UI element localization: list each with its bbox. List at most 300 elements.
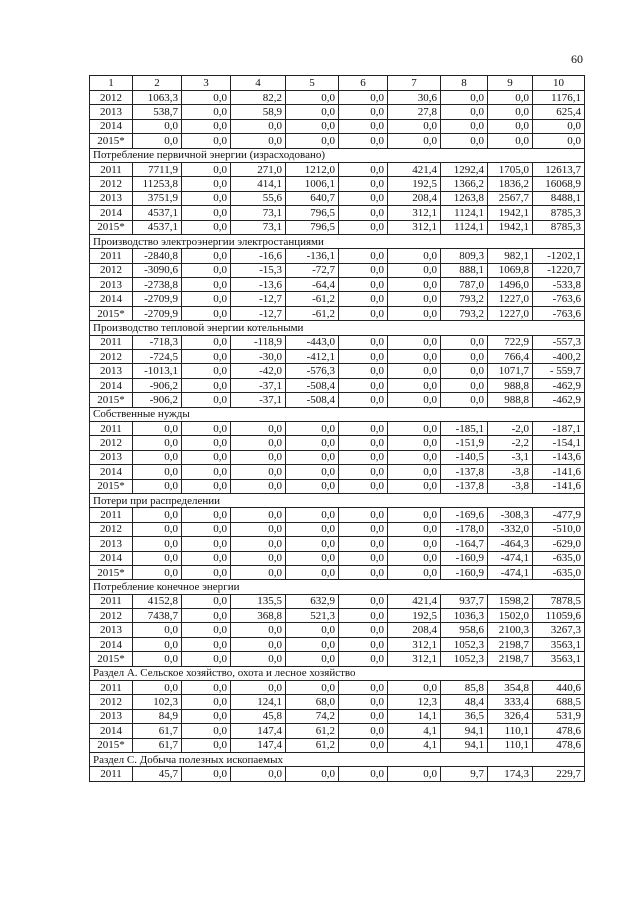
section-title: Потребление первичной энергии (израсходовано) <box>90 148 585 162</box>
value-cell: 0,0 <box>182 105 231 119</box>
value-cell: -137,8 <box>441 465 488 479</box>
value-cell: -3,8 <box>488 465 533 479</box>
value-cell: 27,8 <box>388 105 441 119</box>
value-cell: 0,0 <box>286 637 339 651</box>
value-cell: 0,0 <box>339 278 388 292</box>
value-cell: 1942,1 <box>488 206 533 220</box>
table-row <box>90 378 585 392</box>
table-row <box>90 465 585 479</box>
table-row <box>90 709 585 723</box>
value-cell: 0,0 <box>339 350 388 364</box>
value-cell: 16068,9 <box>533 177 585 191</box>
value-cell: 0,0 <box>133 537 182 551</box>
value-cell: 312,1 <box>388 220 441 234</box>
year-cell: 2013 <box>90 191 133 205</box>
value-cell: 0,0 <box>339 292 388 306</box>
value-cell: 0,0 <box>182 652 231 666</box>
table-row <box>90 508 585 522</box>
value-cell: 0,0 <box>339 637 388 651</box>
value-cell: 192,5 <box>388 609 441 623</box>
year-cell: 2015* <box>90 652 133 666</box>
value-cell: 0,0 <box>388 450 441 464</box>
value-cell: 0,0 <box>286 105 339 119</box>
value-cell: 1942,1 <box>488 220 533 234</box>
value-cell: 11253,8 <box>133 177 182 191</box>
value-cell: 85,8 <box>441 681 488 695</box>
value-cell: 988,8 <box>488 393 533 407</box>
value-cell: -61,2 <box>286 292 339 306</box>
value-cell: 0,0 <box>339 738 388 752</box>
value-cell: -169,6 <box>441 508 488 522</box>
year-cell: 2014 <box>90 724 133 738</box>
value-cell: 888,1 <box>441 263 488 277</box>
value-cell: 1176,1 <box>533 91 585 105</box>
value-cell: 0,0 <box>286 767 339 781</box>
value-cell: 4,1 <box>388 724 441 738</box>
value-cell: 4,1 <box>388 738 441 752</box>
value-cell: 7438,7 <box>133 609 182 623</box>
value-cell: 147,4 <box>231 738 286 752</box>
value-cell: 0,0 <box>182 364 231 378</box>
year-cell: 2013 <box>90 105 133 119</box>
value-cell: 0,0 <box>388 249 441 263</box>
value-cell: 0,0 <box>182 623 231 637</box>
section-header-row <box>90 407 585 421</box>
value-cell: 0,0 <box>339 681 388 695</box>
value-cell: -118,9 <box>231 335 286 349</box>
value-cell: 0,0 <box>533 119 585 133</box>
value-cell: -510,0 <box>533 522 585 536</box>
column-header: 9 <box>488 76 533 91</box>
table-row <box>90 421 585 435</box>
value-cell: 0,0 <box>533 134 585 148</box>
value-cell: 174,3 <box>488 767 533 781</box>
value-cell: 61,2 <box>286 724 339 738</box>
value-cell: 0,0 <box>339 508 388 522</box>
value-cell: -474,1 <box>488 565 533 579</box>
value-cell: 0,0 <box>231 637 286 651</box>
value-cell: 0,0 <box>286 479 339 493</box>
page-number: 60 <box>571 52 583 66</box>
value-cell: 0,0 <box>388 378 441 392</box>
value-cell: 0,0 <box>388 537 441 551</box>
year-cell: 2014 <box>90 465 133 479</box>
value-cell: 937,7 <box>441 594 488 608</box>
section-title: Собственные нужды <box>90 407 585 421</box>
value-cell: 1124,1 <box>441 220 488 234</box>
value-cell: 0,0 <box>133 508 182 522</box>
value-cell: 0,0 <box>133 421 182 435</box>
value-cell: -160,9 <box>441 551 488 565</box>
value-cell: 0,0 <box>182 436 231 450</box>
value-cell: 2198,7 <box>488 637 533 651</box>
value-cell: 0,0 <box>286 436 339 450</box>
value-cell: -308,3 <box>488 508 533 522</box>
value-cell: 0,0 <box>339 162 388 176</box>
value-cell: 0,0 <box>182 206 231 220</box>
year-cell: 2013 <box>90 278 133 292</box>
value-cell: 531,9 <box>533 709 585 723</box>
value-cell: 0,0 <box>339 522 388 536</box>
value-cell: 0,0 <box>388 134 441 148</box>
table-row <box>90 393 585 407</box>
year-cell: 2012 <box>90 695 133 709</box>
value-cell: 110,1 <box>488 724 533 738</box>
table-row <box>90 162 585 176</box>
value-cell: 1502,0 <box>488 609 533 623</box>
section-title: Потребление конечное энергии <box>90 580 585 594</box>
value-cell: 0,0 <box>182 162 231 176</box>
value-cell: 0,0 <box>388 393 441 407</box>
value-cell: 793,2 <box>441 292 488 306</box>
table-row <box>90 594 585 608</box>
value-cell: 0,0 <box>182 508 231 522</box>
value-cell: 0,0 <box>182 681 231 695</box>
table-row <box>90 551 585 565</box>
value-cell: 1227,0 <box>488 306 533 320</box>
value-cell: 3267,3 <box>533 623 585 637</box>
table-row <box>90 767 585 781</box>
value-cell: 11059,6 <box>533 609 585 623</box>
value-cell: -3090,6 <box>133 263 182 277</box>
value-cell: -629,0 <box>533 537 585 551</box>
value-cell: 8488,1 <box>533 191 585 205</box>
table-row <box>90 263 585 277</box>
value-cell: 312,1 <box>388 637 441 651</box>
value-cell: 0,0 <box>388 350 441 364</box>
value-cell: 4537,1 <box>133 220 182 234</box>
value-cell: 538,7 <box>133 105 182 119</box>
value-cell: -143,6 <box>533 450 585 464</box>
value-cell: 0,0 <box>339 695 388 709</box>
value-cell: 0,0 <box>231 421 286 435</box>
value-cell: 0,0 <box>441 119 488 133</box>
value-cell: 0,0 <box>388 292 441 306</box>
value-cell: 688,5 <box>533 695 585 709</box>
value-cell: 0,0 <box>339 565 388 579</box>
section-header-row <box>90 493 585 507</box>
value-cell: 2198,7 <box>488 652 533 666</box>
table-row <box>90 292 585 306</box>
value-cell: 0,0 <box>488 119 533 133</box>
value-cell: 796,5 <box>286 220 339 234</box>
value-cell: 94,1 <box>441 738 488 752</box>
value-cell: -724,5 <box>133 350 182 364</box>
table-row <box>90 119 585 133</box>
value-cell: 312,1 <box>388 206 441 220</box>
value-cell: 73,1 <box>231 220 286 234</box>
value-cell: 440,6 <box>533 681 585 695</box>
value-cell: -533,8 <box>533 278 585 292</box>
value-cell: 793,2 <box>441 306 488 320</box>
value-cell: 0,0 <box>231 479 286 493</box>
value-cell: 102,3 <box>133 695 182 709</box>
value-cell: -2709,9 <box>133 292 182 306</box>
value-cell: -2,0 <box>488 421 533 435</box>
value-cell: 0,0 <box>133 652 182 666</box>
value-cell: -136,1 <box>286 249 339 263</box>
value-cell: 73,1 <box>231 206 286 220</box>
value-cell: 271,0 <box>231 162 286 176</box>
year-cell: 2015* <box>90 220 133 234</box>
value-cell: 0,0 <box>339 306 388 320</box>
value-cell: 0,0 <box>388 565 441 579</box>
table-row <box>90 436 585 450</box>
value-cell: -3,8 <box>488 479 533 493</box>
section-title: Производство тепловой энергии котельными <box>90 321 585 335</box>
value-cell: 0,0 <box>388 436 441 450</box>
value-cell: 3563,1 <box>533 637 585 651</box>
value-cell: 61,7 <box>133 738 182 752</box>
value-cell: 0,0 <box>339 709 388 723</box>
year-cell: 2013 <box>90 709 133 723</box>
year-cell: 2012 <box>90 522 133 536</box>
value-cell: 0,0 <box>388 479 441 493</box>
table-row <box>90 537 585 551</box>
value-cell: -474,1 <box>488 551 533 565</box>
value-cell: 0,0 <box>339 249 388 263</box>
value-cell: 1071,7 <box>488 364 533 378</box>
section-header-row <box>90 234 585 248</box>
value-cell: 2100,3 <box>488 623 533 637</box>
value-cell: -185,1 <box>441 421 488 435</box>
value-cell: 229,7 <box>533 767 585 781</box>
value-cell: -2840,8 <box>133 249 182 263</box>
value-cell: 0,0 <box>388 522 441 536</box>
value-cell: -763,6 <box>533 306 585 320</box>
value-cell: - 559,7 <box>533 364 585 378</box>
table-row <box>90 364 585 378</box>
value-cell: 0,0 <box>231 681 286 695</box>
value-cell: 0,0 <box>441 105 488 119</box>
value-cell: 0,0 <box>339 421 388 435</box>
value-cell: 0,0 <box>182 421 231 435</box>
value-cell: -164,7 <box>441 537 488 551</box>
value-cell: -16,6 <box>231 249 286 263</box>
value-cell: 0,0 <box>231 119 286 133</box>
year-cell: 2012 <box>90 436 133 450</box>
value-cell: 1598,2 <box>488 594 533 608</box>
value-cell: 0,0 <box>488 134 533 148</box>
value-cell: 1124,1 <box>441 206 488 220</box>
value-cell: 0,0 <box>182 565 231 579</box>
year-cell: 2011 <box>90 508 133 522</box>
table-row <box>90 450 585 464</box>
value-cell: 414,1 <box>231 177 286 191</box>
value-cell: 0,0 <box>388 263 441 277</box>
year-cell: 2013 <box>90 450 133 464</box>
value-cell: 368,8 <box>231 609 286 623</box>
value-cell: 0,0 <box>182 378 231 392</box>
value-cell: 0,0 <box>182 637 231 651</box>
value-cell: 8785,3 <box>533 220 585 234</box>
value-cell: 0,0 <box>286 681 339 695</box>
section-header-row <box>90 321 585 335</box>
section-title: Раздел А. Сельское хозяйство, охота и лесное хозяйство <box>90 666 585 680</box>
value-cell: -151,9 <box>441 436 488 450</box>
value-cell: 0,0 <box>182 738 231 752</box>
value-cell: -2,2 <box>488 436 533 450</box>
table-row <box>90 105 585 119</box>
value-cell: -30,0 <box>231 350 286 364</box>
value-cell: -1013,1 <box>133 364 182 378</box>
value-cell: -462,9 <box>533 378 585 392</box>
value-cell: -2738,8 <box>133 278 182 292</box>
value-cell: 0,0 <box>133 119 182 133</box>
energy-balance-table <box>89 75 585 782</box>
value-cell: -141,6 <box>533 465 585 479</box>
value-cell: 0,0 <box>441 350 488 364</box>
value-cell: -154,1 <box>533 436 585 450</box>
column-header: 1 <box>90 76 133 91</box>
value-cell: 7711,9 <box>133 162 182 176</box>
value-cell: 0,0 <box>339 436 388 450</box>
section-header-row <box>90 148 585 162</box>
value-cell: 0,0 <box>231 436 286 450</box>
value-cell: 110,1 <box>488 738 533 752</box>
year-cell: 2013 <box>90 364 133 378</box>
year-cell: 2014 <box>90 119 133 133</box>
table-row <box>90 91 585 105</box>
value-cell: 30,6 <box>388 91 441 105</box>
year-cell: 2015* <box>90 479 133 493</box>
value-cell: 0,0 <box>339 623 388 637</box>
value-cell: 192,5 <box>388 177 441 191</box>
value-cell: 0,0 <box>339 177 388 191</box>
value-cell: 0,0 <box>286 91 339 105</box>
value-cell: -576,3 <box>286 364 339 378</box>
value-cell: 0,0 <box>231 134 286 148</box>
value-cell: -160,9 <box>441 565 488 579</box>
value-cell: -412,1 <box>286 350 339 364</box>
value-cell: 312,1 <box>388 652 441 666</box>
column-header: 3 <box>182 76 231 91</box>
section-header-row <box>90 580 585 594</box>
value-cell: -1220,7 <box>533 263 585 277</box>
value-cell: -140,5 <box>441 450 488 464</box>
year-cell: 2015* <box>90 134 133 148</box>
value-cell: 48,4 <box>441 695 488 709</box>
value-cell: 0,0 <box>441 364 488 378</box>
section-title: Производство электроэнергии электростанциями <box>90 234 585 248</box>
value-cell: 84,9 <box>133 709 182 723</box>
value-cell: 0,0 <box>388 364 441 378</box>
value-cell: 0,0 <box>133 465 182 479</box>
value-cell: 7878,5 <box>533 594 585 608</box>
value-cell: 0,0 <box>231 623 286 637</box>
value-cell: 0,0 <box>182 537 231 551</box>
value-cell: -64,4 <box>286 278 339 292</box>
value-cell: 0,0 <box>339 364 388 378</box>
value-cell: 0,0 <box>339 134 388 148</box>
value-cell: 0,0 <box>286 450 339 464</box>
value-cell: 36,5 <box>441 709 488 723</box>
column-header-row <box>90 76 585 91</box>
value-cell: -906,2 <box>133 378 182 392</box>
column-header: 8 <box>441 76 488 91</box>
value-cell: 0,0 <box>231 450 286 464</box>
value-cell: -332,0 <box>488 522 533 536</box>
value-cell: 0,0 <box>182 350 231 364</box>
value-cell: 0,0 <box>339 393 388 407</box>
value-cell: 0,0 <box>182 306 231 320</box>
value-cell: -178,0 <box>441 522 488 536</box>
column-header: 2 <box>133 76 182 91</box>
value-cell: 0,0 <box>231 767 286 781</box>
value-cell: 640,7 <box>286 191 339 205</box>
value-cell: -763,6 <box>533 292 585 306</box>
value-cell: 0,0 <box>182 465 231 479</box>
value-cell: 55,6 <box>231 191 286 205</box>
value-cell: -12,7 <box>231 292 286 306</box>
value-cell: 0,0 <box>339 594 388 608</box>
value-cell: 8785,3 <box>533 206 585 220</box>
year-cell: 2011 <box>90 681 133 695</box>
value-cell: 1263,8 <box>441 191 488 205</box>
value-cell: 0,0 <box>182 220 231 234</box>
value-cell: -906,2 <box>133 393 182 407</box>
value-cell: 0,0 <box>339 767 388 781</box>
value-cell: 1063,3 <box>133 91 182 105</box>
value-cell: 0,0 <box>133 637 182 651</box>
value-cell: 61,7 <box>133 724 182 738</box>
section-header-row <box>90 752 585 766</box>
column-header: 7 <box>388 76 441 91</box>
value-cell: 0,0 <box>133 565 182 579</box>
value-cell: 421,4 <box>388 594 441 608</box>
year-cell: 2011 <box>90 594 133 608</box>
value-cell: 0,0 <box>182 767 231 781</box>
year-cell: 2014 <box>90 637 133 651</box>
value-cell: 0,0 <box>231 565 286 579</box>
value-cell: 0,0 <box>182 479 231 493</box>
value-cell: -400,2 <box>533 350 585 364</box>
value-cell: 0,0 <box>231 465 286 479</box>
value-cell: 766,4 <box>488 350 533 364</box>
value-cell: 0,0 <box>441 134 488 148</box>
value-cell: -72,7 <box>286 263 339 277</box>
column-header: 10 <box>533 76 585 91</box>
value-cell: 1212,0 <box>286 162 339 176</box>
value-cell: -37,1 <box>231 378 286 392</box>
value-cell: 478,6 <box>533 738 585 752</box>
table-body <box>90 76 585 782</box>
year-cell: 2015* <box>90 565 133 579</box>
value-cell: 0,0 <box>182 609 231 623</box>
value-cell: -42,0 <box>231 364 286 378</box>
value-cell: -2709,9 <box>133 306 182 320</box>
value-cell: 0,0 <box>231 652 286 666</box>
value-cell: 0,0 <box>388 278 441 292</box>
table-row <box>90 681 585 695</box>
value-cell: 0,0 <box>388 306 441 320</box>
value-cell: 124,1 <box>231 695 286 709</box>
value-cell: 0,0 <box>339 551 388 565</box>
value-cell: 3563,1 <box>533 652 585 666</box>
year-cell: 2012 <box>90 263 133 277</box>
value-cell: 326,4 <box>488 709 533 723</box>
value-cell: 0,0 <box>339 105 388 119</box>
value-cell: 0,0 <box>286 623 339 637</box>
value-cell: 0,0 <box>388 335 441 349</box>
value-cell: 809,3 <box>441 249 488 263</box>
value-cell: 1006,1 <box>286 177 339 191</box>
value-cell: 0,0 <box>182 450 231 464</box>
value-cell: 421,4 <box>388 162 441 176</box>
value-cell: 982,1 <box>488 249 533 263</box>
value-cell: 0,0 <box>182 134 231 148</box>
value-cell: 0,0 <box>182 191 231 205</box>
